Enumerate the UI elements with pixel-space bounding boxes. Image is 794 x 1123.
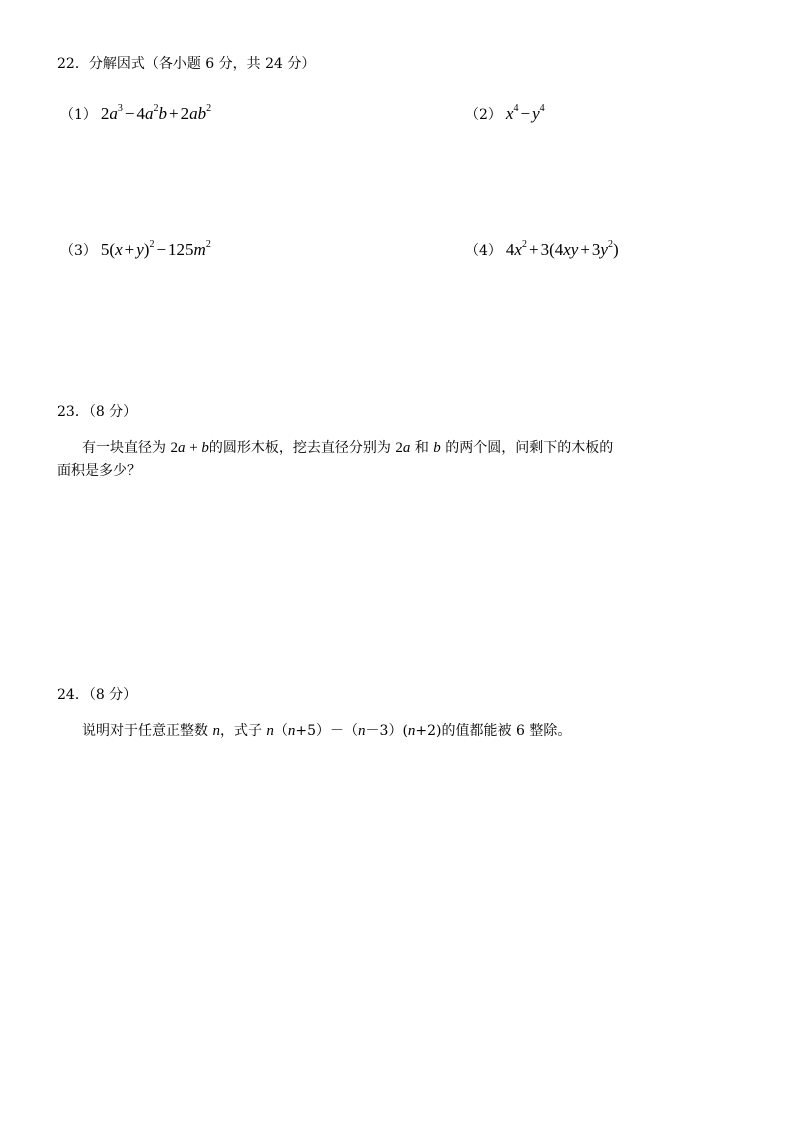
q22-item-2-label: （2） bbox=[465, 107, 502, 123]
q22-item-4-label: （4） bbox=[465, 243, 502, 259]
q22-item-3-label: （3） bbox=[60, 243, 97, 259]
q23-text-4: 的两个圆，问剩下的木板的 bbox=[445, 440, 614, 456]
q23-text-1: 有一块直径为 bbox=[82, 440, 166, 456]
q22-item-1-label: （1） bbox=[60, 107, 97, 123]
q22-heading: 22．分解因式（各小题 6 分，共 24 分） bbox=[57, 56, 316, 72]
q24-text-2: ，式子 bbox=[219, 723, 262, 739]
q23-body-line-2: 面积是多少？ bbox=[57, 463, 141, 479]
q23-expr-b: b bbox=[433, 440, 441, 456]
q24-body bbox=[82, 722, 571, 740]
q22-item-4 bbox=[465, 240, 619, 261]
q23-expr-diameter: 2a + b bbox=[170, 440, 209, 456]
q22-item-2-expression: $x^4 - y^4$ bbox=[505, 103, 545, 123]
q22-item-1-expression: $2a^3 - 4a^2b + 2ab^2$ bbox=[100, 103, 212, 123]
q22-item-3-expression: $5(x + y)^2 - 125m^2$ bbox=[100, 239, 211, 259]
q23-body-line-1 bbox=[82, 438, 613, 458]
q24-var-n: n bbox=[212, 723, 220, 739]
q24-heading: 24．（8 分） bbox=[57, 687, 138, 703]
q23-text-3: 和 bbox=[414, 440, 429, 456]
q24-text-1: 说明对于任意正整数 bbox=[82, 723, 208, 739]
q22-item-1 bbox=[60, 104, 211, 125]
q24-text-3: 的值都能被 6 整除。 bbox=[441, 723, 572, 739]
q23-text-2: 的圆形木板，挖去直径分别为 bbox=[208, 440, 391, 456]
q22-item-4-expression: $4x^2 + 3(4xy + 3y^2)$ bbox=[505, 239, 619, 259]
q23-heading: 23．（8 分） bbox=[57, 404, 138, 420]
q22-item-3 bbox=[60, 240, 211, 261]
q23-expr-2a: 2a bbox=[395, 440, 411, 456]
q24-expression: n（n+5）－（n－3）(n+2) bbox=[266, 723, 442, 739]
q22-item-2 bbox=[465, 104, 545, 125]
